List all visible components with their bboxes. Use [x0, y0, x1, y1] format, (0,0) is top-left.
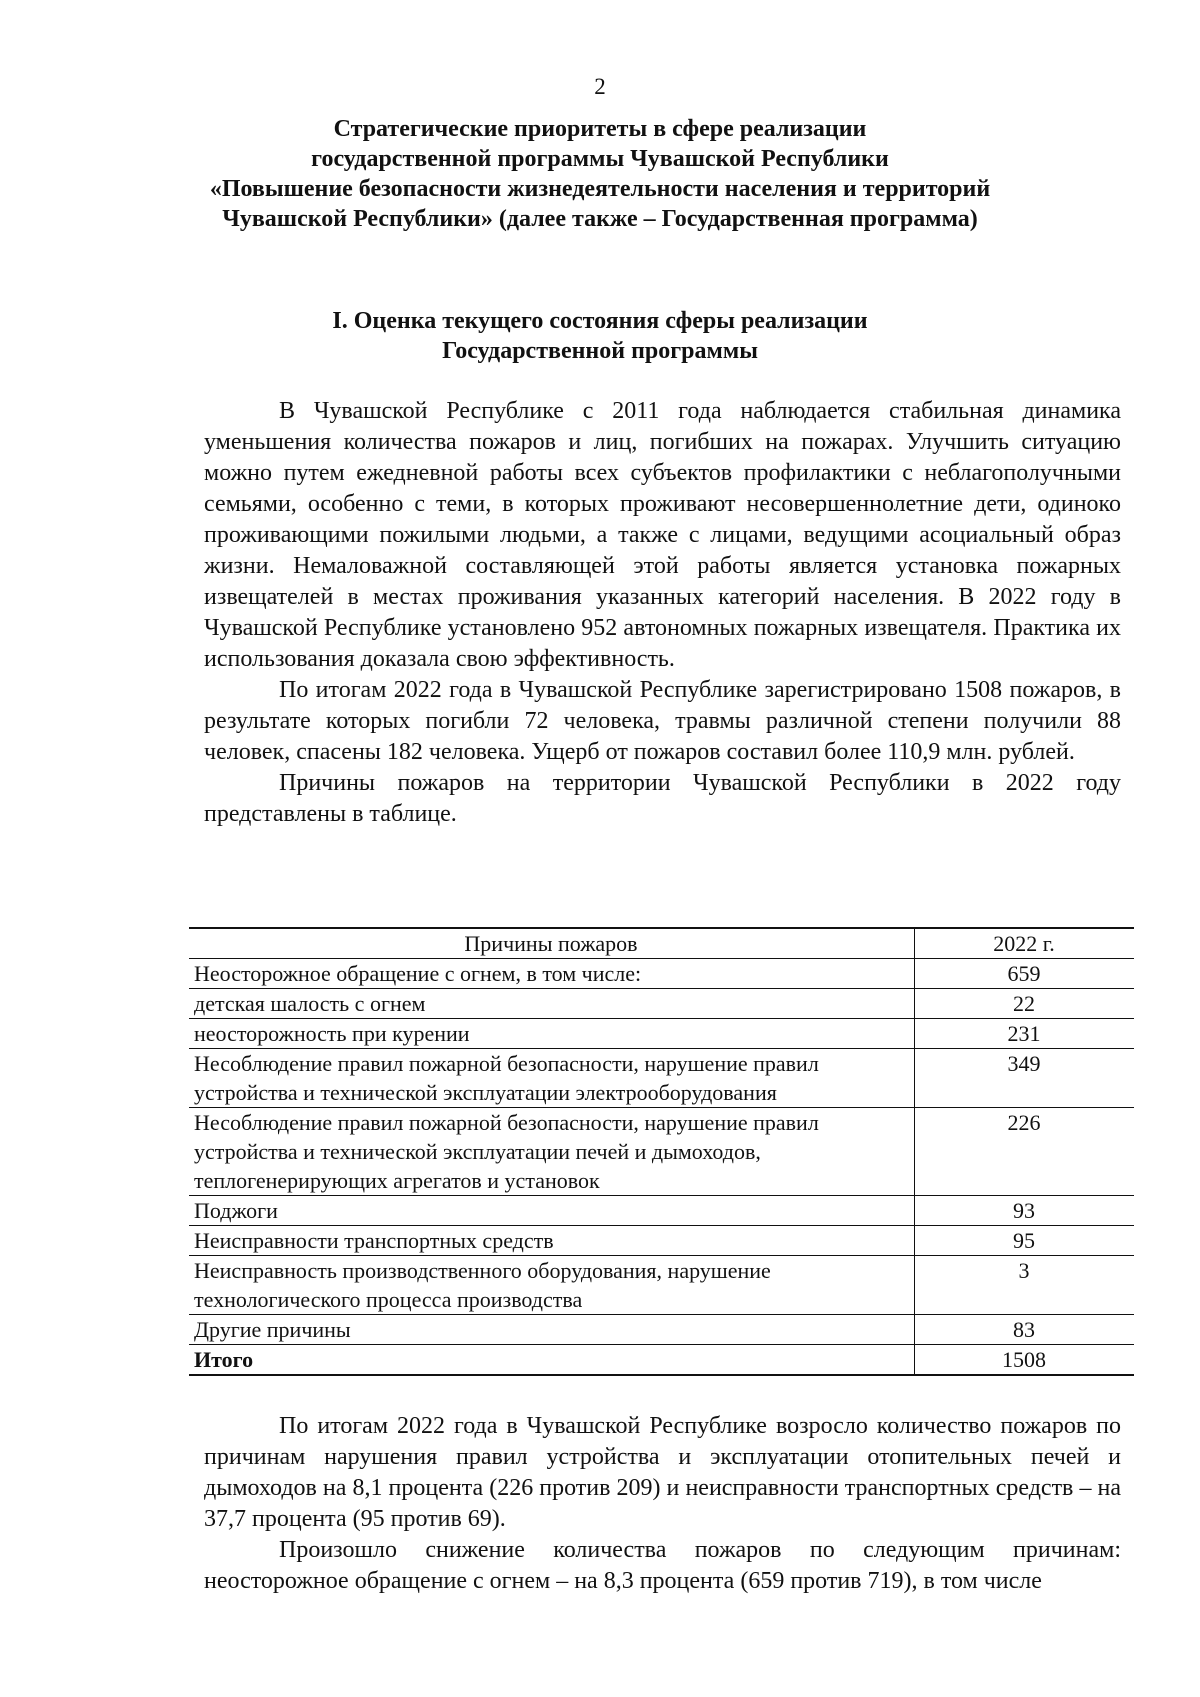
section-heading-line: I. Оценка текущего состояния сферы реализации	[332, 308, 868, 334]
title-line: «Повышение безопасности жизнедеятельности населения и территорий	[209, 176, 991, 202]
table-row	[189, 1196, 1134, 1226]
page-number: 2	[594, 74, 606, 99]
table-row	[189, 959, 1134, 989]
title-line: государственной программы Чувашской Республики	[311, 146, 889, 172]
value-cell: 93	[915, 1196, 1135, 1226]
section-heading	[150, 306, 1050, 366]
value-cell: 3	[915, 1256, 1135, 1315]
cause-cell: Несоблюдение правил пожарной безопасности, нарушение правил устройства и технической эксплуатации электрооборудования	[189, 1049, 915, 1108]
table-row	[189, 1108, 1134, 1196]
cause-cell: неосторожность при курении	[189, 1019, 915, 1049]
table-row	[189, 1019, 1134, 1049]
value-cell: 231	[915, 1019, 1135, 1049]
cause-cell: Несоблюдение правил пожарной безопасности, нарушение правил устройства и технической эксплуатации печей и дымоходов, теплогенерирующих агрегатов и установок	[189, 1108, 915, 1196]
section-heading-line: Государственной программы	[442, 338, 758, 364]
table-total-row	[189, 1345, 1134, 1376]
value-cell: 83	[915, 1315, 1135, 1345]
cause-cell: Другие причины	[189, 1315, 915, 1345]
intro-text	[204, 396, 1121, 830]
title-line: Чувашской Республики» (далее также – Государственная программа)	[222, 206, 978, 232]
total-label: Итого	[189, 1345, 915, 1376]
table-row	[189, 1315, 1134, 1345]
paragraph: По итогам 2022 года в Чувашской Республике зарегистрировано 1508 пожаров, в результате которых погибли 72 человека, травмы различной степени получили 88 человек, спасены 182 человека. Ущерб от пожаров составил более 110,9 млн. рублей.	[204, 677, 1121, 765]
total-value: 1508	[1002, 1347, 1046, 1372]
header-year: 2022 г.	[915, 928, 1135, 959]
table-row	[189, 1256, 1134, 1315]
value-cell: 349	[915, 1049, 1135, 1108]
table-header-row	[189, 928, 1134, 959]
value-cell: 226	[915, 1108, 1135, 1196]
paragraph: Причины пожаров на территории Чувашской Республики в 2022 году представлены в таблице.	[204, 770, 1121, 827]
cause-cell: детская шалость с огнем	[189, 989, 915, 1019]
paragraph: По итогам 2022 года в Чувашской Республике возросло количество пожаров по причинам нарушения правил устройства и эксплуатации отопительных печей и дымоходов на 8,1 процента (226 против 209) и неисправности транспортных средств – на 37,7 процента (95 против 69).	[204, 1413, 1121, 1532]
value-cell: 659	[915, 959, 1135, 989]
table-row	[189, 1226, 1134, 1256]
cause-cell: Неосторожное обращение с огнем, в том числе:	[189, 959, 915, 989]
title-line: Стратегические приоритеты в сфере реализации	[333, 116, 867, 142]
fire-causes-table	[189, 927, 1134, 1376]
analysis-text	[204, 1411, 1121, 1597]
paragraph: В Чувашской Республике с 2011 года наблюдается стабильная динамика уменьшения количества пожаров и лиц, погибших на пожарах. Улучшить ситуацию можно путем ежедневной работы всех субъектов профилактики с неблагополучными семьями, особенно с теми, в которых проживают несовершеннолетние дети, одиноко проживающими пожилыми людьми, а также с лицами, ведущими асоциальный образ жизни. Немаловажной составляющей этой работы является установка пожарных извещателей в местах проживания указанных категорий населения. В 2022 году в Чувашской Республике установлено 952 автономных пожарных извещателя. Практика их использования доказала свою эффективность.	[204, 398, 1121, 672]
cause-cell: Поджоги	[189, 1196, 915, 1226]
table-row	[189, 1049, 1134, 1108]
value-cell: 22	[915, 989, 1135, 1019]
value-cell: 95	[915, 1226, 1135, 1256]
paragraph: Произошло снижение количества пожаров по следующим причинам: неосторожное обращение с огнем – на 8,3 процента (659 против 719), в том числе	[204, 1537, 1121, 1594]
cause-cell: Неисправность производственного оборудования, нарушение технологического процесса производства	[189, 1256, 915, 1315]
header-cause: Причины пожаров	[189, 928, 915, 959]
document-title	[150, 114, 1050, 234]
table-row	[189, 989, 1134, 1019]
cause-cell: Неисправности транспортных средств	[189, 1226, 915, 1256]
